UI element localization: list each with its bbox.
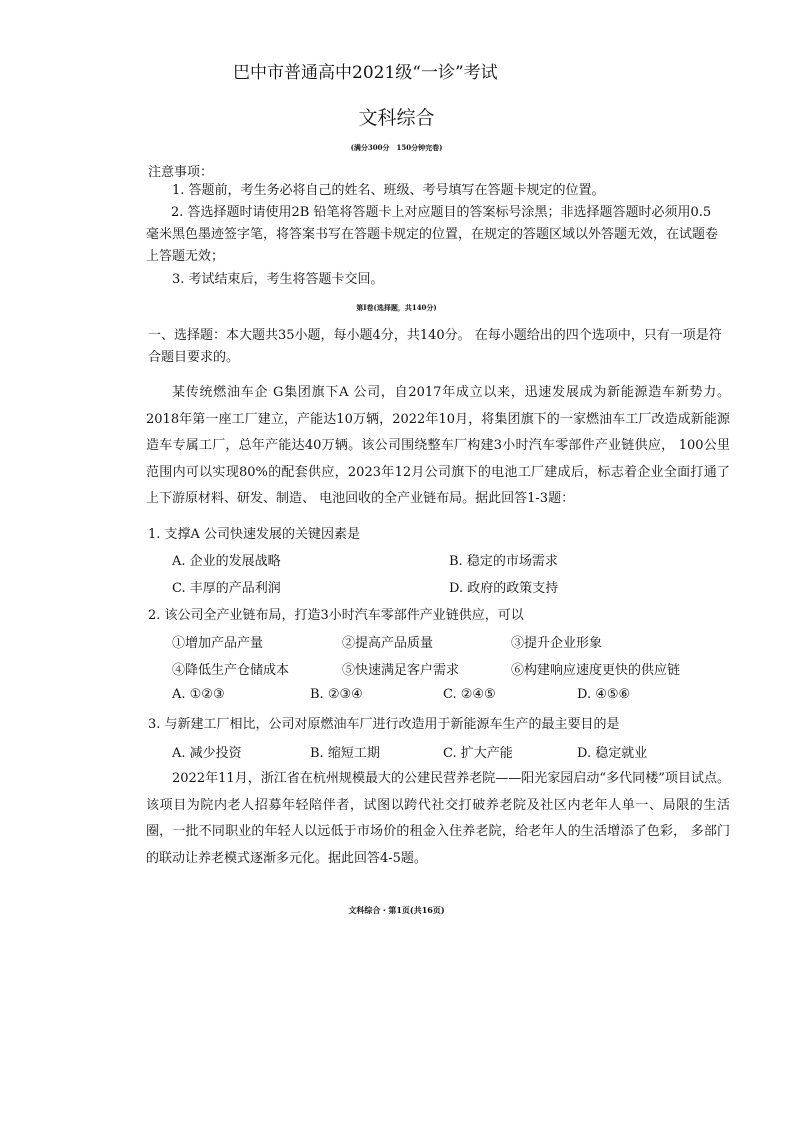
- score-note: (满分300分 150分钟完卷): [350, 143, 443, 152]
- exam-title: 巴中市普通高中2021级“一诊”考试: [233, 63, 498, 83]
- notice-item-1: 1. 答题前，考生务必将自己的姓名、班级、考号填写在答题卡规定的位置。: [172, 183, 605, 198]
- page-footer: 文科综合・第1页(共16页): [348, 905, 445, 915]
- question-1-stem: 1. 支撑A 公司快速发展的关键因素是: [148, 527, 361, 542]
- q2-option-d: D. ④⑤⑥: [577, 687, 631, 702]
- q2-item-3: ③提升企业形象: [511, 636, 603, 651]
- q2-option-a: A. ①②③: [172, 687, 225, 702]
- section-instructions: 一、选择题：本大题共35小题，每小题4分，共140分。 在每小题给出的四个选项中，只有一项是符合题目要求的。: [148, 328, 722, 365]
- passage-2: 2022年11月，浙江省在杭州规模最大的公建民营养老院——阳光家园启动“多代同楼”项目试点。该项目为院内老人招募年轻陪伴者，试图以跨代社交打破养老院及社区内老年人单一、局限的生活圈，一批不同职业的年轻人以远低于市场价的租金入住养老院，给老年人的生活增添了色彩， 多部门的联动让养老模式逐渐多元化。据此回答4-5题。: [146, 771, 730, 866]
- q2-option-c: C. ②④⑤: [443, 687, 496, 702]
- question-2-stem: 2. 该公司全产业链布局，打造3小时汽车零部件产业链供应，可以: [148, 608, 524, 623]
- q1-option-c: C. 丰厚的产品利润: [172, 581, 281, 596]
- q3-option-b: B. 缩短工期: [310, 746, 380, 761]
- q2-item-2: ②提高产品质量: [342, 636, 434, 651]
- notice-heading: 注意事项：: [148, 165, 214, 180]
- q2-item-4: ④降低生产仓储成本: [172, 663, 290, 678]
- q3-option-a: A. 减少投资: [172, 746, 242, 761]
- q2-item-6: ⑥构建响应速度更快的供应链: [511, 663, 681, 678]
- q1-option-b: B. 稳定的市场需求: [449, 554, 558, 569]
- q2-item-1: ①增加产品产量: [172, 636, 264, 651]
- q1-option-d: D. 政府的政策支持: [449, 581, 559, 596]
- subject-title: 文科综合: [358, 107, 435, 129]
- q1-option-a: A. 企业的发展战略: [172, 554, 281, 569]
- part1-heading: 第Ⅰ卷(选择题，共140分): [356, 303, 437, 312]
- notice-item-2: 2. 答选择题时请使用2B 铅笔将答题卡上对应题目的答案标号涂黑；非选择题答题时必须用0.5 毫米黑色墨迹签字笔，将答案书写在答题卡规定的位置，在规定的答题区域以外答题无效，在试题卷上答题无效；: [146, 205, 719, 264]
- notice-item-3: 3. 考试结束后，考生将答题卡交回。: [172, 272, 384, 287]
- q3-option-d: D. 稳定就业: [577, 746, 648, 761]
- q2-item-5: ⑤快速满足客户需求: [342, 663, 460, 678]
- passage-1: 某传统燃油车企 G集团旗下A 公司，自2017年成立以来，迅速发展成为新能源造车新势力。2018年第一座工厂建立，产能达10万辆，2022年10月，将集团旗下的一家燃油车工厂改造成新能源造车专属工厂，总年产能达40万辆。该公司围绕整车厂构建3小时汽车零部件产业链供应， 100公里范围内可以实现80%的配套供应，2023年12月公司旗下的电池工厂建成后，标志着企业全面打通了上下游原材料、研发、制造、 电池回收的全产业链布局。据此回答1-3题：: [146, 385, 730, 506]
- q3-option-c: C. 扩大产能: [443, 746, 513, 761]
- q2-option-b: B. ②③④: [310, 687, 363, 702]
- question-3-stem: 3. 与新建工厂相比，公司对原燃油车厂进行改造用于新能源车生产的最主要目的是: [148, 717, 620, 732]
